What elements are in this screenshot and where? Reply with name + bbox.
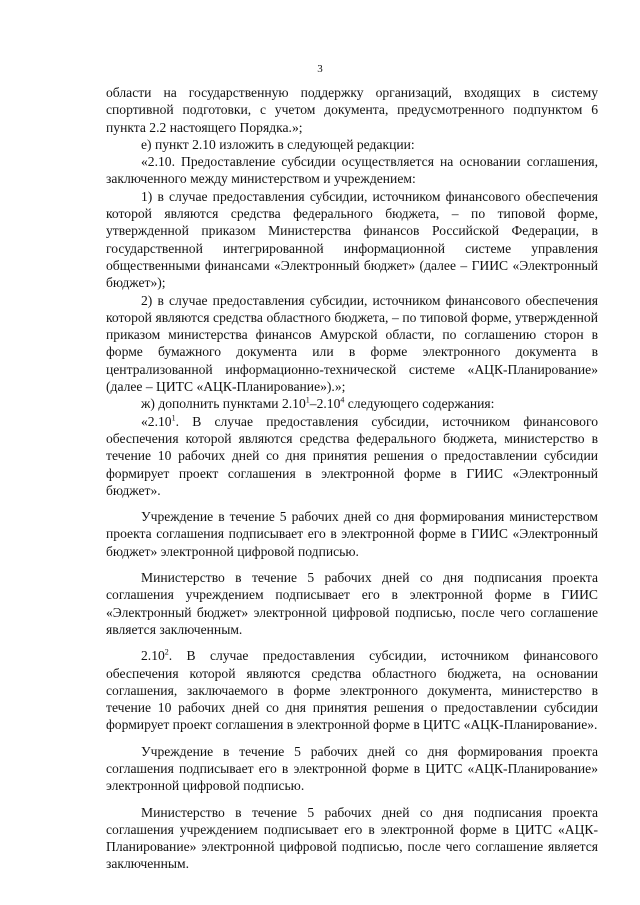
page-number: 3 <box>317 63 323 75</box>
paragraph: 2) в случае предоставления субсидии, источником финансового обеспечения которой являются средства областного бюджета, – по типовой форме, утвержденной приказом министерства финансов Амурской области, по соглашению сторон в форме бумажного документа или в форме электронного документа в централизованной информационно-технической системе «АЦК-Планирование» (далее – ЦИТС «АЦК-Планирование»).»; <box>106 292 598 395</box>
paragraph: области на государственную поддержку организаций, входящих в систему спортивной подготовки, с учетом документа, предусмотренного подпунктом 6 пункта 2.2 настоящего Порядка.»; <box>106 85 598 135</box>
paragraph: 2.10$^2$. В случае предоставления субсидии, источником финансового обеспечения которой являются средства областного бюджета, на основании соглашения, заключаемого в форме электронного документа, министерство в течение 10 рабочих дней со дня принятия решения о предоставлении субсидии формирует проект соглашения в электронной форме в ЦИТС «АЦК-Планирование». <box>106 647 598 733</box>
paragraph: Министерство в течение 5 рабочих дней со дня подписания проекта соглашения учреждением подписывает его в электронной форме в ЦИТС «АЦК-Планирование» электронной цифровой подписью, после чего соглашение является заключенным. <box>106 804 598 872</box>
paragraph: «2.10$^1$. В случае предоставления субсидии, источником финансового обеспечения которой являются средства федерального бюджета, министерство в течение 10 рабочих дней со дня принятия решения о предоставлении субсидии формирует проект соглашения в электронной форме в ГИИС «Электронный бюджет». <box>106 413 598 498</box>
paragraph: Учреждение в течение 5 рабочих дней со дня формирования министерством проекта соглашения подписывает его в электронной форме в ГИИС «Электронный бюджет» электронной цифровой подписью. <box>106 509 598 559</box>
paragraph: е) пункт 2.10 изложить в следующей редакции: <box>141 136 415 152</box>
document-body <box>106 84 598 873</box>
paragraph: ж) дополнить пунктами 2.10$^1$–2.10$^4$ следующего содержания: <box>141 395 495 412</box>
paragraph: Министерство в течение 5 рабочих дней со дня подписания проекта соглашения учреждением подписывает его в электронной форме в ГИИС «Электронный бюджет» электронной цифровой подписью, после чего соглашение является заключенным. <box>106 570 598 637</box>
paragraph: 1) в случае предоставления субсидии, источником финансового обеспечения которой являются средства федерального бюджета, – по типовой форме, утвержденной приказом Министерства финансов Российской Федерации, в государственной интегрированной информационной системе управления общественными финансами «Электронный бюджет» (далее – ГИИС «Электронный бюджет»); <box>106 188 598 291</box>
paragraph: «2.10. Предоставление субсидии осуществляется на основании соглашения, заключенного между министерством и учреждением: <box>106 154 598 187</box>
paragraph: Учреждение в течение 5 рабочих дней со дня формирования проекта соглашения подписывает его в электронной форме в ЦИТС «АЦК-Планирование» электронной цифровой подписью. <box>106 743 598 794</box>
